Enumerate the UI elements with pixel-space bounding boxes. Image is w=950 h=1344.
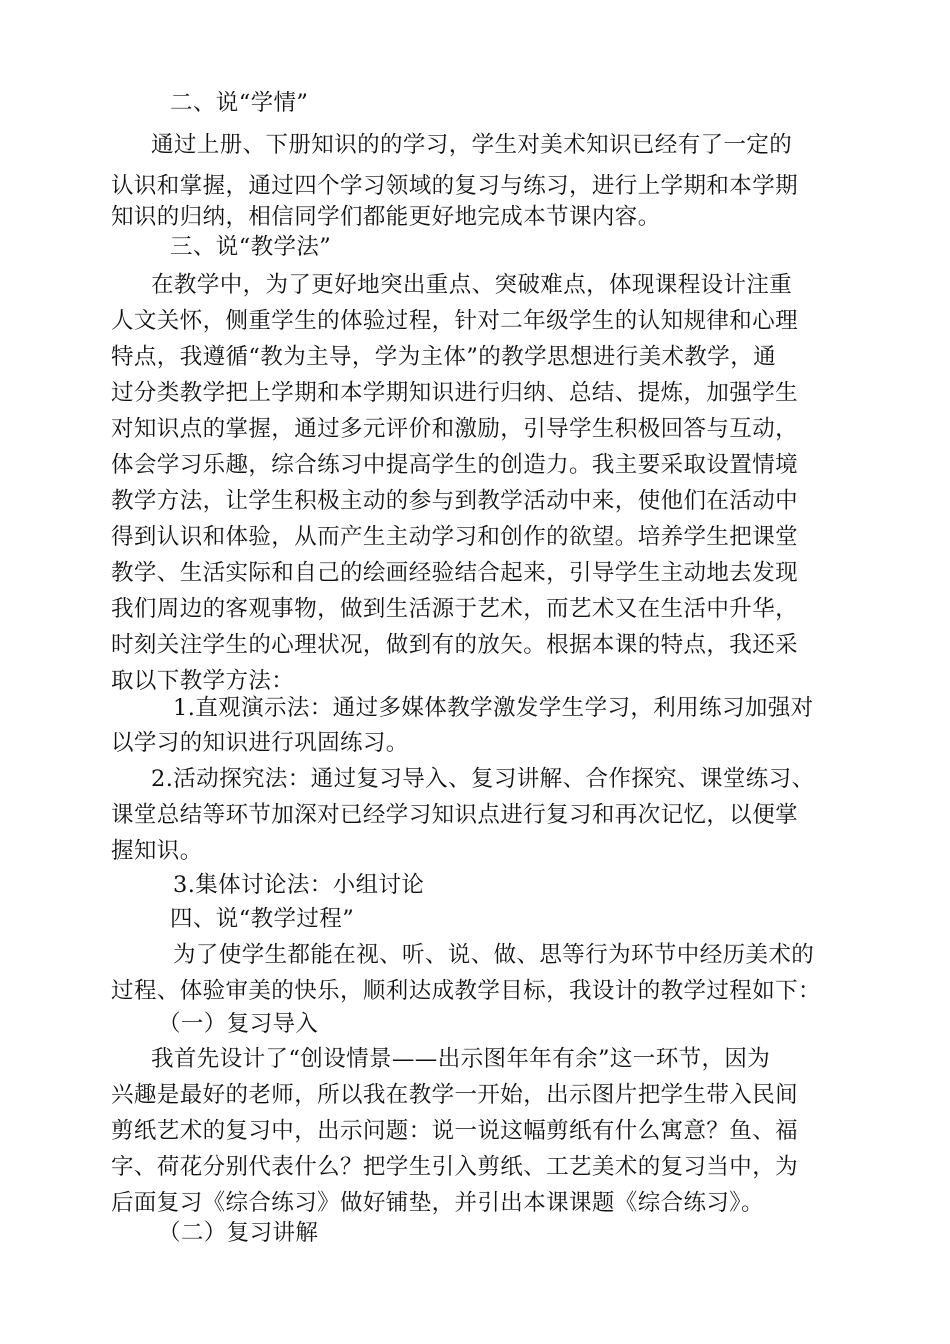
method-item-3: 3.集体讨论法：小组讨论: [173, 872, 425, 898]
text-line: 过程、体验审美的快乐，顺利达成教学目标，我设计的教学过程如下：: [111, 978, 821, 1004]
section-heading-xueqing: 二、说“学情”: [170, 90, 309, 116]
text-line: 我们周边的客观事物，做到生活源于艺术，而艺术又在生活中升华，: [111, 596, 799, 622]
section-heading-jiaoxuefa: 三、说“教学法”: [170, 234, 332, 260]
text-line: 对知识点的掌握，通过多元评价和激励，引导学生积极回答与互动，: [111, 416, 799, 442]
subsection-heading-fuxijiangjie: （二）复习讲解: [158, 1220, 319, 1246]
text-line: 过分类教学把上学期和本学期知识进行归纳、总结、提炼，加强学生: [111, 380, 799, 406]
text-line: 人文关怀，侧重学生的体验过程，针对二年级学生的认知规律和心理: [111, 308, 799, 334]
text-line: 后面复习《综合练习》做好铺垫，并引出本课课题《综合练习》。: [111, 1190, 764, 1216]
text-line: 通过上册、下册知识的的学习，学生对美术知识已经有了一定的: [151, 132, 793, 158]
text-line: 字、荷花分别代表什么？把学生引入剪纸、工艺美术的复习当中，为: [111, 1154, 799, 1180]
text-line: 特点，我遵循“教为主导，学为主体”的教学思想进行美术教学，通: [111, 344, 777, 370]
text-line: 知识的归纳，相信同学们都能更好地完成本节课内容。: [111, 204, 661, 230]
text-line: 我首先设计了“创设情景——出示图年年有余”这一环节，因为: [151, 1046, 771, 1072]
text-line: 教学方法，让学生积极主动的参与到教学活动中来，使他们在活动中: [111, 488, 799, 514]
text-line: 课堂总结等环节加深对已经学习知识点进行复习和再次记忆，以便掌: [111, 802, 799, 828]
method-item-2: 2.活动探究法：通过复习导入、复习讲解、合作探究、课堂练习、: [151, 766, 815, 792]
text-line: 教学、生活实际和自己的绘画经验结合起来，引导学生主动地去发现: [111, 560, 799, 586]
section-heading-jiaoxueguocheng: 四、说“教学过程”: [170, 906, 355, 932]
text-line: 取以下教学方法：: [111, 668, 295, 694]
text-line: 体会学习乐趣，综合练习中提高学生的创造力。我主要采取设置情境: [111, 452, 799, 478]
text-line: 兴趣是最好的老师，所以我在教学一开始，出示图片把学生带入民间: [111, 1082, 799, 1108]
text-line: 以学习的知识进行巩固练习。: [111, 730, 409, 756]
text-line: 剪纸艺术的复习中，出示问题：说一说这幅剪纸有什么寓意？鱼、福: [111, 1118, 799, 1144]
text-line: 握知识。: [111, 838, 203, 864]
text-line: 为了使学生都能在视、听、说、做、思等行为环节中经历美术的: [173, 942, 815, 968]
method-item-1: 1.直观演示法：通过多媒体教学激发学生学习，利用练习加强对: [173, 695, 814, 721]
text-line: 认识和掌握，通过四个学习领域的复习与练习，进行上学期和本学期: [111, 173, 799, 199]
text-line: 时刻关注学生的心理状况，做到有的放矢。根据本课的特点，我还采: [111, 632, 799, 658]
subsection-heading-fuxidaoru: （一）复习导入: [158, 1011, 319, 1037]
text-line: 在教学中，为了更好地突出重点、突破难点，体现课程设计注重: [151, 272, 793, 298]
text-line: 得到认识和体验，从而产生主动学习和创作的欲望。培养学生把课堂: [111, 524, 799, 550]
